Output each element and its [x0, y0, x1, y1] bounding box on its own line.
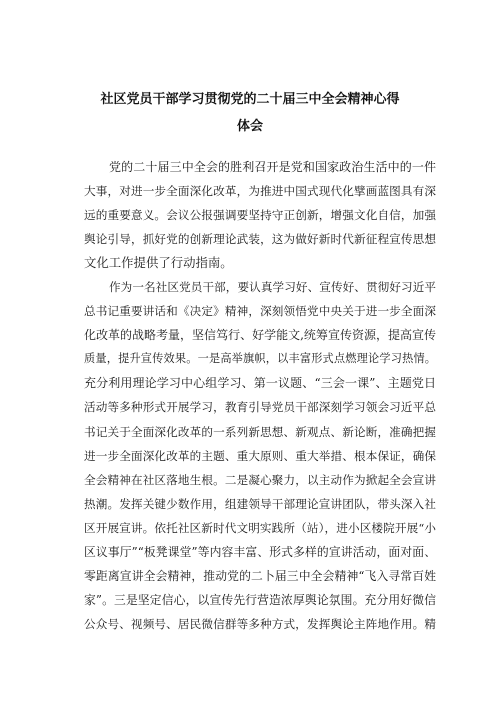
document-title-line-1: 社区党员干部学习贯彻党的二十届三中全会精神心得	[100, 92, 400, 107]
paragraph-2-line-1: 作为一名社区党员干部，要认真学习好、宣传好、贯彻好习近平	[109, 280, 436, 295]
document-title-line-2: 体会	[236, 119, 263, 134]
paragraph-2-line-5: 充分利用理论学习中心组学习、第一议题、“三会一课”、主题党日	[84, 376, 436, 391]
paragraph-2-line-14: 家”。三是坚定信心，以宣传先行营造浓厚舆论氛围。充分用好微信	[84, 592, 436, 607]
document-body	[84, 155, 436, 636]
paragraph-1-line-4: 舆论引导，抓好党的创新理论武装，这为做好新时代新征程宣传思想	[84, 232, 436, 247]
paragraph-1-line-2: 大事，对进一步全面深化改革，为推进中国式现代化擘画蓝图具有深	[84, 184, 436, 199]
paragraph-2-line-15: 公众号、视频号、居民微信群等多种方式，发挥舆论主阵地作用。精	[84, 616, 436, 631]
paragraph-1-line-5: 文化工作提供了行动指南。	[84, 255, 233, 271]
paragraph-2-line-11: 区开展宣讲。依托社区新时代文明实践所（站），进小区楼院开展“小	[84, 520, 436, 535]
paragraph-1-line-3: 远的重要意义。会议公报强调要坚持守正创新，增强文化自信，加强	[84, 208, 436, 223]
paragraph-2-line-3: 化改革的战略考量，坚信笃行、好学能文,统筹宣传资源，提高宣传	[84, 328, 436, 343]
paragraph-2-line-6: 活动等多种形式开展学习，教育引导党员干部深刻学习领会习近平总	[84, 400, 436, 415]
paragraph-2-line-12: 区议事厅”“板凳课堂”等内容丰富、形式多样的宣讲活动，面对面、	[84, 544, 436, 559]
paragraph-2-line-13: 零距离宣讲全会精神，推动党的二卜届三中全会精神“飞入寻常百姓	[84, 568, 436, 583]
paragraph-2-line-8: 进一步全面深化改革的主题、重大原则、重大举措、根本保证，确保	[84, 448, 436, 463]
paragraph-2-line-2: 总书记重要讲话和《决定》精神，深刻领悟党中央关于进一步全面深	[84, 304, 436, 319]
paragraph-1-line-1: 党的二十届三中全会的胜利召开是党和国家政治生活中的一件	[109, 160, 436, 174]
paragraph-2-line-9: 全会精神在社区落地生根。二是凝心聚力，以主动作为掀起全会宣讲	[84, 472, 436, 487]
paragraph-2-line-7: 书记关于全面深化改革的一系列新思想、新观点、新论断，准确把握	[84, 424, 436, 439]
paragraph-2-line-4: 质量，提升宣传效果。一是高举旗帜，以丰富形式点燃理论学习热情。	[84, 352, 436, 366]
paragraph-2-line-10: 热潮。发挥关键少数作用，组建领导干部理论宣讲团队，带头深入社	[84, 496, 436, 511]
